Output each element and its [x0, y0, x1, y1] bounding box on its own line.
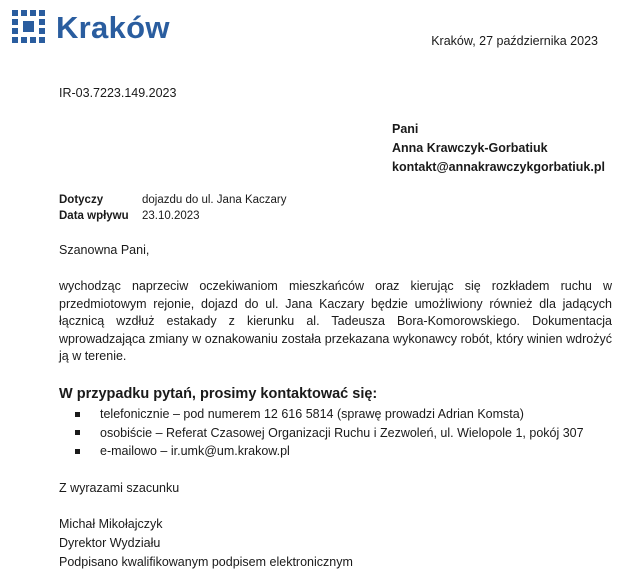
bullet-icon [75, 430, 80, 435]
bullet-icon [75, 449, 80, 454]
letter-meta [59, 192, 286, 224]
meta-row-subject [59, 192, 286, 208]
krakow-logo [12, 10, 170, 44]
recipient-salutation: Pani [392, 122, 419, 136]
krakow-emblem-icon [12, 10, 46, 44]
signatory-title: Dyrektor Wydziału [59, 536, 161, 550]
bullet-icon [75, 412, 80, 417]
recipient-email: kontakt@annakrawczykgorbatiuk.pl [392, 160, 605, 174]
meta-row-received [59, 208, 286, 224]
signature-block [59, 515, 353, 572]
contact-heading: W przypadku pytań, prosimy kontaktować się: [59, 386, 378, 402]
recipient-name: Anna Krawczyk-Gorbatiuk [392, 141, 548, 155]
contact-item-text: osobiście – Referat Czasowej Organizacji Ruchu i Zezwoleń, ul. Wielopole 1, pokój 307 [100, 425, 584, 440]
signatory-name: Michał Mikołajczyk [59, 517, 163, 531]
recipient-block [392, 120, 605, 177]
meta-key: Dotyczy [59, 194, 104, 206]
list-item [75, 405, 584, 424]
body-paragraph: wychodząc naprzeciw oczekiwaniom mieszkańców oraz kierując się rozkładem ruchu w przedmiotowym rejonie, dojazd do ul. Jana Kaczary będzie umożliwiony również dla jadących łącznicą wzdłuż estakady z kierunku al. Tadeusza Bora-Komorowskiego. Dokumentacja wprowadzająca zmiany w oznakowaniu została przekazana wykonawcy robót, który winien wdrożyć ją w terenie. [59, 279, 612, 363]
logo-text: Kraków [56, 9, 170, 45]
list-item [75, 442, 584, 461]
signature-note: Podpisano kwalifikowanym podpisem elektronicznym [59, 555, 353, 569]
contact-item-text: e-mailowo – ir.umk@um.krakow.pl [100, 444, 290, 458]
reference-number: IR-03.7223.149.2023 [59, 86, 177, 100]
greeting: Szanowna Pani, [59, 243, 150, 257]
closing: Z wyrazami szacunku [59, 481, 180, 495]
list-item [75, 424, 584, 443]
letter-date: Kraków, 27 października 2023 [431, 34, 598, 48]
contact-list [75, 405, 584, 461]
contact-item-text: telefonicznie – pod numerem 12 616 5814 (sprawę prowadzi Adrian Komsta) [100, 407, 524, 421]
meta-value: dojazdu do ul. Jana Kaczary [142, 194, 287, 206]
meta-value: 23.10.2023 [142, 210, 200, 222]
meta-key: Data wpływu [59, 210, 129, 222]
